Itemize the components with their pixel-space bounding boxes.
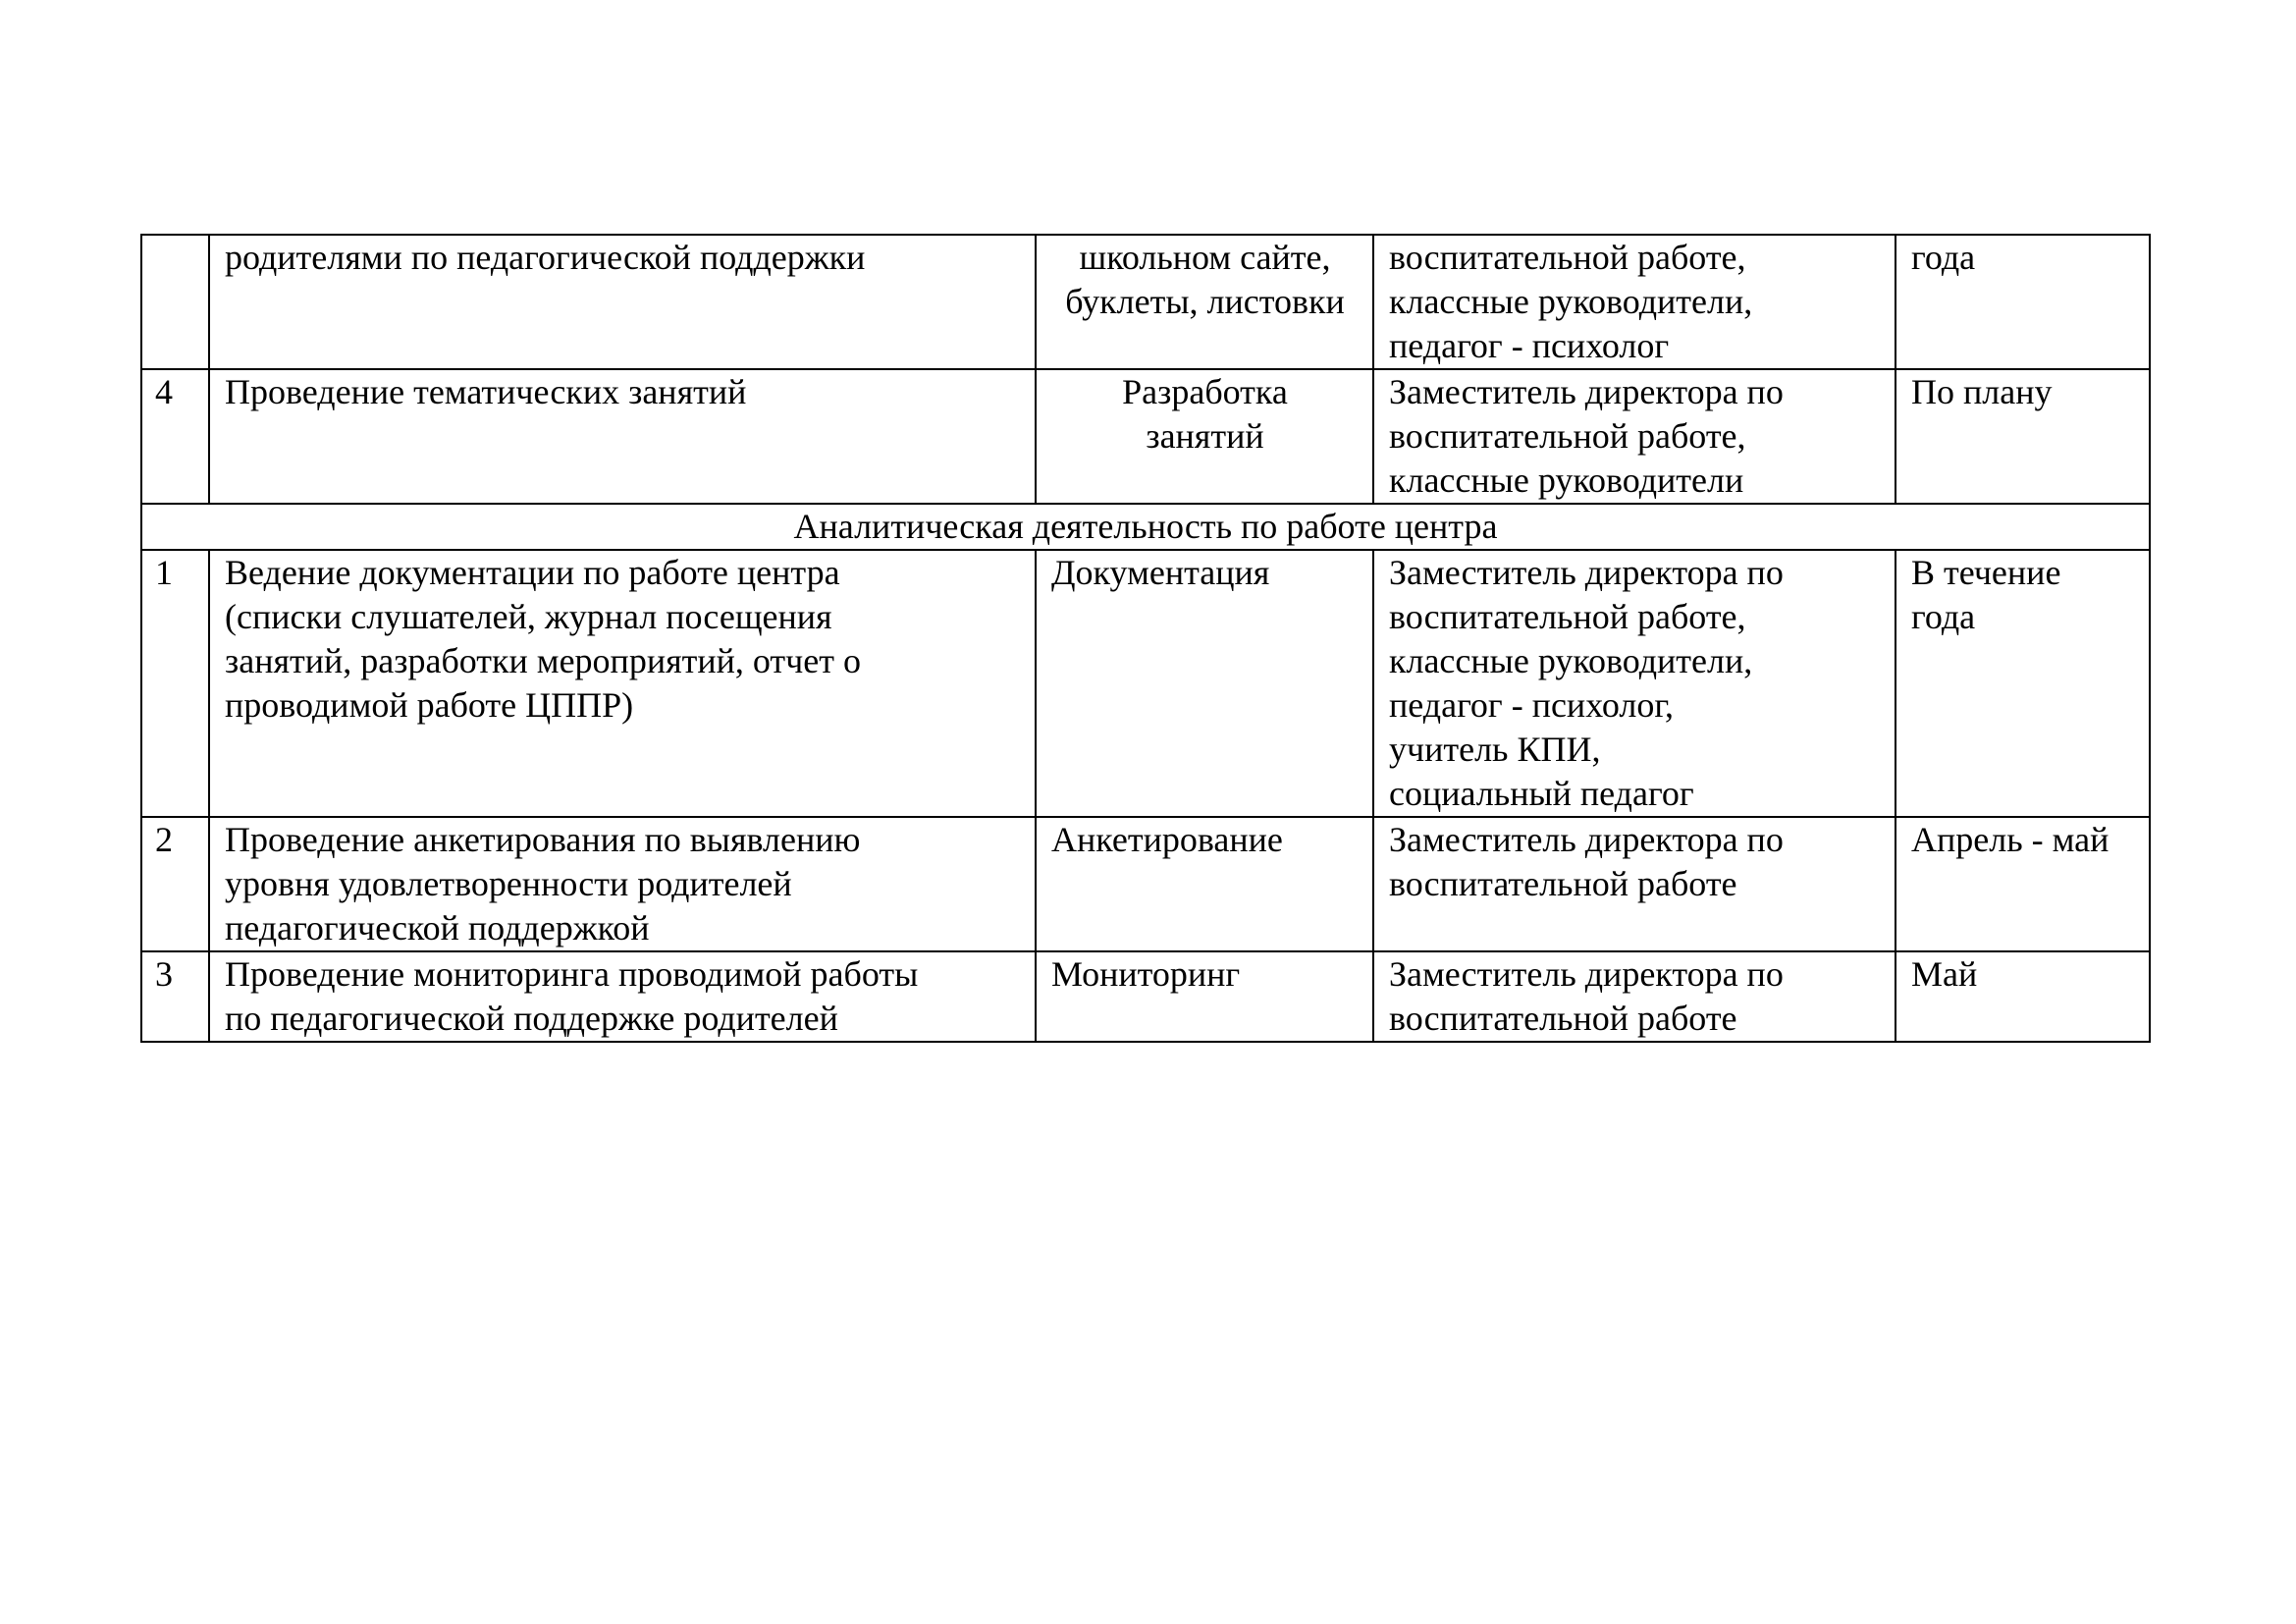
responsible-cell: Заместитель директора по воспитательной работе, классные руководители, педагог - психолог, учитель КПИ, социальный педагог xyxy=(1373,550,1896,817)
term-cell: Май xyxy=(1896,951,2150,1042)
form-cell: Разработка занятий xyxy=(1036,369,1373,504)
responsible-cell: Заместитель директора по воспитательной работе xyxy=(1373,817,1896,951)
row-number-cell: 4 xyxy=(141,369,209,504)
term-cell: года xyxy=(1896,235,2150,369)
row-number-cell xyxy=(141,235,209,369)
row-number-cell: 3 xyxy=(141,951,209,1042)
form-cell: Документация xyxy=(1036,550,1373,817)
table-row xyxy=(141,369,2150,504)
activity-cell: Проведение анкетирования по выявлению уровня удовлетворенности родителей педагогической поддержкой xyxy=(209,817,1036,951)
table-row xyxy=(141,951,2150,1042)
row-number-cell: 2 xyxy=(141,817,209,951)
table-row xyxy=(141,817,2150,951)
activity-cell: родителями по педагогической поддержки xyxy=(209,235,1036,369)
activity-cell: Проведение тематических занятий xyxy=(209,369,1036,504)
activity-cell: Ведение документации по работе центра (списки слушателей, журнал посещения занятий, разработки мероприятий, отчет о проводимой работе ЦППР) xyxy=(209,550,1036,817)
term-cell: По плану xyxy=(1896,369,2150,504)
table-row-continued xyxy=(141,235,2150,369)
table-row xyxy=(141,550,2150,817)
responsible-cell: Заместитель директора по воспитательной работе, классные руководители xyxy=(1373,369,1896,504)
responsible-cell: Заместитель директора по воспитательной работе xyxy=(1373,951,1896,1042)
row-number-cell: 1 xyxy=(141,550,209,817)
form-cell: Мониторинг xyxy=(1036,951,1373,1042)
term-cell: Апрель - май xyxy=(1896,817,2150,951)
form-cell: школьном сайте, буклеты, листовки xyxy=(1036,235,1373,369)
term-cell: В течение года xyxy=(1896,550,2150,817)
section-title: Аналитическая деятельность по работе центра xyxy=(141,504,2150,550)
form-cell: Анкетирование xyxy=(1036,817,1373,951)
plan-table xyxy=(140,234,2151,1043)
responsible-cell: воспитательной работе, классные руководители, педагог - психолог xyxy=(1373,235,1896,369)
activity-cell: Проведение мониторинга проводимой работы по педагогической поддержке родителей xyxy=(209,951,1036,1042)
section-header-row xyxy=(141,504,2150,550)
